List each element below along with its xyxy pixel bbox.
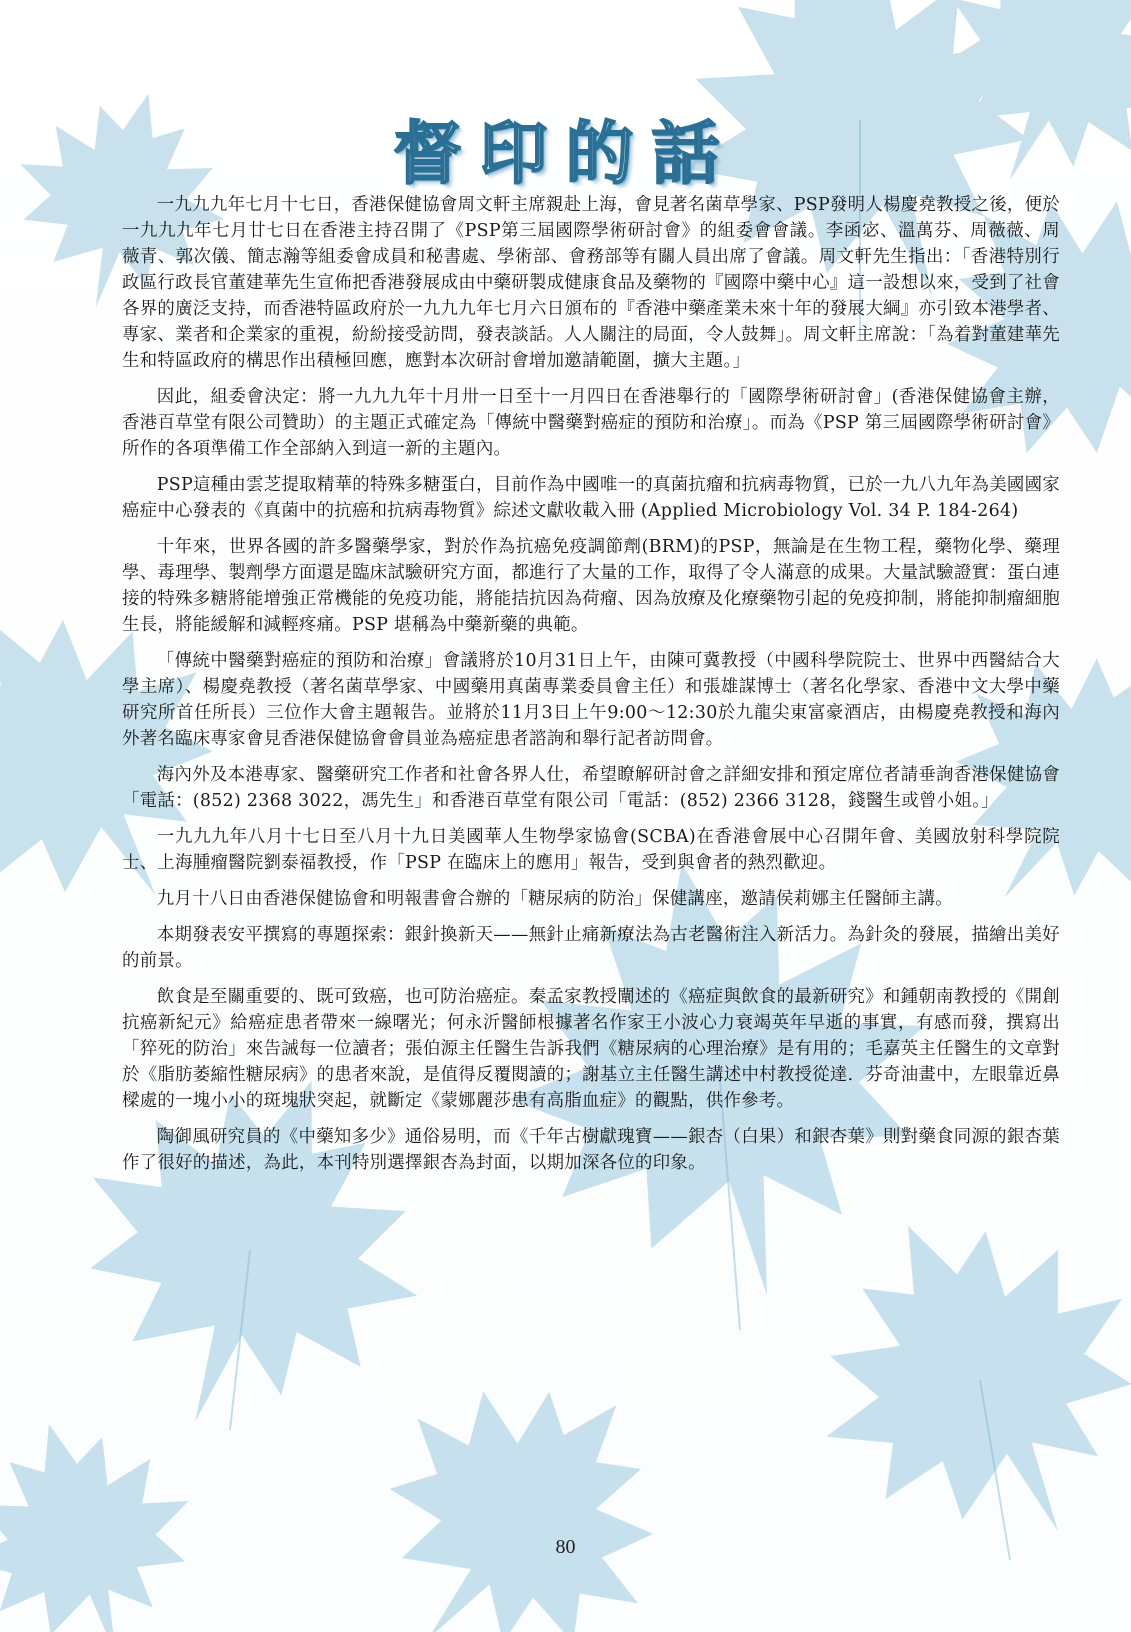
paragraph: 因此，組委會決定：將一九九九年十月卅一日至十一月四日在香港舉行的「國際學術研討會」(香港保健協會主辦，香港百草堂有限公司贊助）的主題正式確定為「傳統中醫藥對癌症的預防和治療」。而為《PSP 第三屆國際學術研討會》所作的各項準備工作全部納入到這一新的主題內。 — [122, 387, 1060, 459]
paragraph: 十年來，世界各國的許多醫藥學家，對於作為抗癌免疫調節劑(BRM)的PSP，無論是在生物工程，藥物化學、藥理學、毒理學、製劑學方面還是臨床試驗研究方面，都進行了大量的工作，取得了令人滿意的成果。大量試驗證實：蛋白連接的特殊多糖將能增強正常機能的免疫功能，將能拮抗因為荷瘤、因為放療及化療藥物引起的免疫抑制，將能抑制瘤細胞生長，將能緩解和減輕疼痛。PSP 堪稱為中藥新藥的典範。 — [122, 537, 1060, 635]
page-title: 督印的話 — [393, 115, 738, 194]
paragraph: 一九九九年七月十七日，香港保健協會周文軒主席親赴上海，會見著名菌草學家、PSP發明人楊慶堯教授之後，便於一九九九年七月廿七日在香港主持召開了《PSP第三屆國際學術研討會》的組委會會議。李函宓、溫萬芬、周薇薇、周薇青、郭次儀、簡志瀚等組委會成員和秘書處、學術部、會務部等有關人員出席了會議。周文軒先生指出：「香港特別行政區行政長官董建華先生宣佈把香港發展成由中藥研製成健康食品及藥物的『國際中藥中心』這一設想以來，受到了社會各界的廣泛支持，而香港特區政府於一九九九年七月六日頒布的『香港中藥產業未來十年的發展大綱』亦引致本港學者、專家、業者和企業家的重視，紛紛接受訪問，發表談話。人人關注的局面，令人鼓舞」。周文軒主席說：「為着對董建華先生和特區政府的構思作出積極回應，應對本次研討會增加邀請範圍，擴大主題。」 — [122, 195, 1060, 371]
page-number: 80 — [555, 1536, 576, 1558]
paragraph: 陶御風研究員的《中藥知多少》通俗易明，而《千年古樹獻瑰寶——銀杏（白果）和銀杏葉》則對藥食同源的銀杏葉作了很好的描述，為此，本刊特別選擇銀杏為封面，以期加深各位的印象。 — [122, 1127, 1060, 1173]
paragraph: 飲食是至關重要的、既可致癌，也可防治癌症。秦孟家教授闡述的《癌症與飲食的最新研究》和鍾朝南教授的《開創抗癌新紀元》給癌症患者帶來一線曙光；何永沂醫師根據著名作家王小波心力衰竭英年早逝的事實，有感而發，撰寫出「猝死的防治」來告誡每一位讀者；張伯源主任醫生告訴我們《糖尿病的心理治療》是有用的；毛嘉英主任醫生的文章對於《脂肪萎縮性糖尿病》的患者來說，是值得反覆閱讀的；謝基立主任醫生講述中村教授從達．芬奇油畫中，左眼靠近鼻樑處的一塊小小的斑塊狀突起，就斷定《蒙娜麗莎患有高脂血症》的觀點，供作參考。 — [122, 987, 1060, 1111]
paragraph: 本期發表安平撰寫的專題探索：銀針換新天——無針止痛新療法為古老醫術注入新活力。為針灸的發展，描繪出美好的前景。 — [122, 925, 1060, 971]
paragraph: 一九九九年八月十七日至八月十九日美國華人生物學家協會(SCBA)在香港會展中心召開年會、美國放射科學院院士、上海腫瘤醫院劉泰福教授，作「PSP 在臨床上的應用」報告，受到與會者的熱烈歡迎。 — [122, 827, 1060, 873]
paragraph: 九月十八日由香港保健協會和明報書會合辦的「糖尿病的防治」保健講座，邀請侯莉娜主任醫師主講。 — [156, 889, 953, 909]
paragraph: 「傳統中醫藥對癌症的預防和治療」會議將於10月31日上午，由陳可冀教授（中國科學院院士、世界中西醫結合大學主席）、楊慶堯教授（著名菌草學家、中國藥用真菌專業委員會主任）和張雄謀博士（著名化學家、香港中文大學中藥研究所首任所長）三位作大會主題報告。並將於11月3日上午9:00～12:30於九龍尖東富豪酒店，由楊慶堯教授和海內外著名臨床專家會見香港保健協會會員並為癌症患者諮詢和舉行記者訪問會。 — [122, 651, 1060, 749]
article-body — [122, 192, 1060, 1186]
paragraph: 海內外及本港專家、醫藥研究工作者和社會各界人仕，希望瞭解研討會之詳細安排和預定席位者請垂詢香港保健協會「電話：(852) 2368 3022，馮先生」和香港百草堂有限公司「電話：(852) 2366 3128，錢醫生或曾小姐。」 — [122, 765, 1060, 811]
paragraph: PSP這種由雲芝提取精華的特殊多糖蛋白，目前作為中國唯一的真菌抗瘤和抗病毒物質，已於一九八九年為美國國家癌症中心發表的《真菌中的抗癌和抗病毒物質》綜述文獻收載入冊 (Applied Microbiology Vol. 34 P. 184-264) — [122, 475, 1060, 521]
